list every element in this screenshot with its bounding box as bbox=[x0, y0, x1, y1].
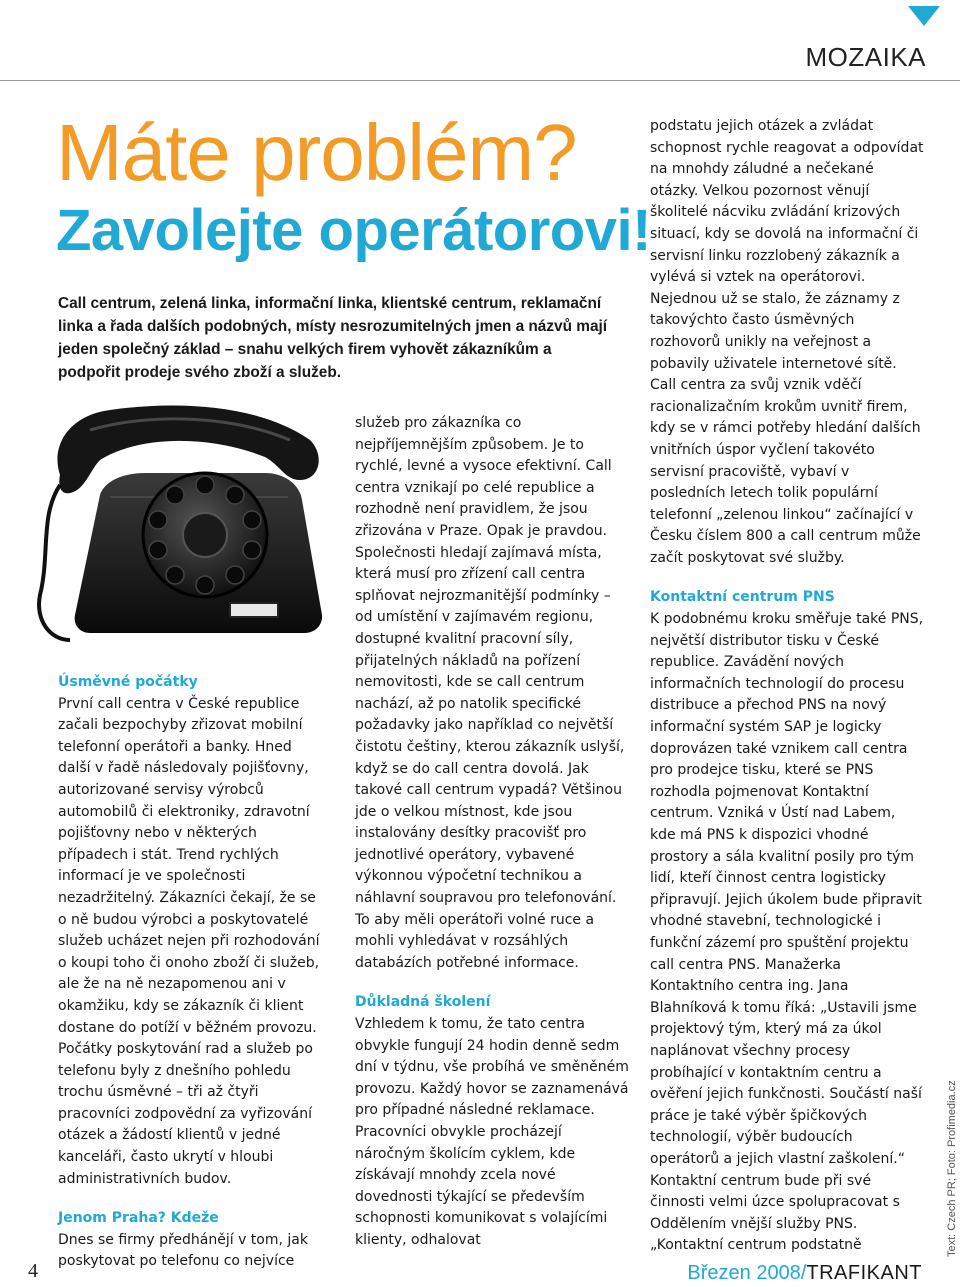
paragraph: První call centra v České republice začali bezpochyby zřizovat mobilní telefonní operátoři a banky. Hned další v řadě následovaly pojišťovny, autorizované servisy výrobců automobilů či elektroniky, zdravotní pojišťovny nebo v některých případech i stát. Trend rychlých informací je ve společnosti nezadržitelný. Zákazníci čekají, že se o ně budou výrobci a poskytovatelé služeb ucházet nejen při rozhodování o koupi toho či onoho zboží či služeb, ale že na ně nezapomenou ani v okamžiku, kdy se zákazník či klient dostane do potíží v běžném provozu. Počátky poskytování rad a služeb po telefonu byly z dnešního pohledu trochu úsměvné – tři až čtyři pracovníci zodpovědní za vyřizování otázek a žádostí klientů v jedné kanceláři, často ukrytí v hloubi administrativních budov. bbox=[58, 695, 320, 1187]
headline-line-1: Máte problém? bbox=[56, 108, 577, 197]
issue-date: Březen 2008 bbox=[687, 1262, 801, 1284]
footer-separator: / bbox=[800, 1262, 807, 1284]
paragraph: Kontaktní centrum bude při své činnosti velmi úzce spolupracovat s Oddělením vnější služby PNS. „Kontaktní centrum podstatně bbox=[650, 1172, 900, 1254]
section-label: MOZAIKA bbox=[805, 42, 926, 72]
subheading-usmevne-pocatky: Úsměvné počátky bbox=[58, 674, 198, 690]
section-marker-triangle-icon bbox=[908, 6, 940, 26]
rotary-telephone-photo bbox=[30, 385, 330, 655]
column-2 bbox=[355, 413, 630, 1252]
column-3 bbox=[650, 116, 925, 1257]
paragraph: Dnes se firmy předhánějí v tom, jak poskytovat po telefonu co nejvíce bbox=[58, 1231, 308, 1270]
paragraph: K podobnému kroku směřuje také PNS, největší distributor tisku v České republice. Zavádění nových informačních technologií do procesu distribuce a přechod PNS na nový informační systém SAP je logicky doprovázen také vznikem call centra pro prodejce tisku, které se PNS rozhodla pojmenovat Kontaktní centrum. Vzniká v Ústí nad Labem, kde má PNS k dispozici vhodné prostory a sála kvalitní posily pro tým lidí, kteří činnost centra logisticky připravují. Jejich úkolem bude připravit vhodné stavební, technologické i funkční zázemí pro spuštění projektu call centra PNS. Manažerka Kontaktního centra ing. Jana Blahníková k tomu říká: „Ustavili jsme projektový tým, který má za úkol naplánovat všechny procesy probíhající v kontaktním centru a ověření jejich funkčnosti. Součástí naší práce je také výběr špičkových technologií, výběr budoucích operátorů a jejich vlastní zaškolení.“ bbox=[650, 611, 924, 1167]
paragraph: Vzhledem k tomu, že tato centra obvykle fungují 24 hodin denně sedm dní v týdnu, vše probíhá ve směněném provozu. Každý hovor se zaznamenává pro případné následné reklamace. Pracovníci obvykle procházejí náročným školícím cyklem, kde získávají mnohdy zcela nové dovednosti týkající se především schopnosti komunikovat s volajícími klienty, odhalovat bbox=[355, 1016, 629, 1248]
paragraph: služeb pro zákazníka co nejpříjemnějším způsobem. Je to rychlé, levné a vysoce efektivní. Call centra vznikají po celé republice a rozhodně není pravidlem, že jsou zřizována v Praze. Opak je pravdou. Společnosti hledají zajímavá místa, která musí pro zřízení call centra splňovat nejrozmanitější podmínky – od umístění v zajímavém regionu, dostupné kvalitní pracovní síly, přijatelných nákladů na pořízení nemovitosti, kde se call centrum nachází, až po natolik specifické požadavky jako například co největší čistotu češtiny, kterou zákazník uslyší, když se do call centra dovolá. Jak takové call centrum vypadá? Většinou jde o velkou místnost, kde jsou instalovány desítky pracovišť pro jednotlivé operátory, vybavené výkonnou výpočetní technikou a náhlavní soupravou pro telefonování. To aby měli operátoři volné ruce a mohli vyhledávat v rozsáhlých databázích potřebné informace. bbox=[355, 415, 625, 971]
page-number: 4 bbox=[28, 1260, 38, 1282]
subheading-jenom-praha: Jenom Praha? Kdeže bbox=[58, 1210, 219, 1227]
subheading-dukladna-skoleni: Důkladná školení bbox=[355, 994, 491, 1011]
header-divider bbox=[0, 80, 960, 81]
paragraph: podstatu jejich otázek a zvládat schopnost rychle reagovat a odpovídat na mnohdy záludné a nečekané otázky. Velkou pozornost věnují školitelé nácviku zvládání krizových situací, kdy se dovolá na informační či servisní linku rozzlobený zákazník a vylévá si vztek na operátorovi. Nejednou už se stalo, že záznamy z takovýchto často úsměvných rozhovorů unikly na veřejnost a pobavily uživatele internetové sítě. Call centra za svůj vznik vděčí racionalizačním krokům uvnitř firem, kdy se v rámci potřeby hledání dalších vnitřních úspor vyčlení takovéto servisní pracoviště, vybaví v posledních letech tolik populární telefonní „zelenou linkou“ začínající v Česku číslem 800 a call centrum může začít poskytovat své služby. bbox=[650, 118, 924, 566]
headline-line-2: Zavolejte operátorovi! bbox=[56, 198, 651, 263]
subheading-kontaktni-centrum-pns: Kontaktní centrum PNS bbox=[650, 589, 835, 606]
lead-paragraph: Call centrum, zelená linka, informační linka, klientské centrum, reklamační linka a řada dalších podobných, místy nesrozumitelných jmen a názvů mají jeden společný základ – snahu velkých firem vyhovět zákazníkům a podpořit prodeje svého zboží a služeb. bbox=[58, 295, 608, 381]
footer-masthead bbox=[687, 1262, 922, 1285]
credit-text: Text: Czech PR; Foto: Profimedia.cz bbox=[946, 1080, 958, 1257]
photo-credit bbox=[940, 1057, 960, 1257]
magazine-name: TRAFIKANT bbox=[806, 1262, 922, 1284]
column-1 bbox=[58, 672, 328, 1273]
